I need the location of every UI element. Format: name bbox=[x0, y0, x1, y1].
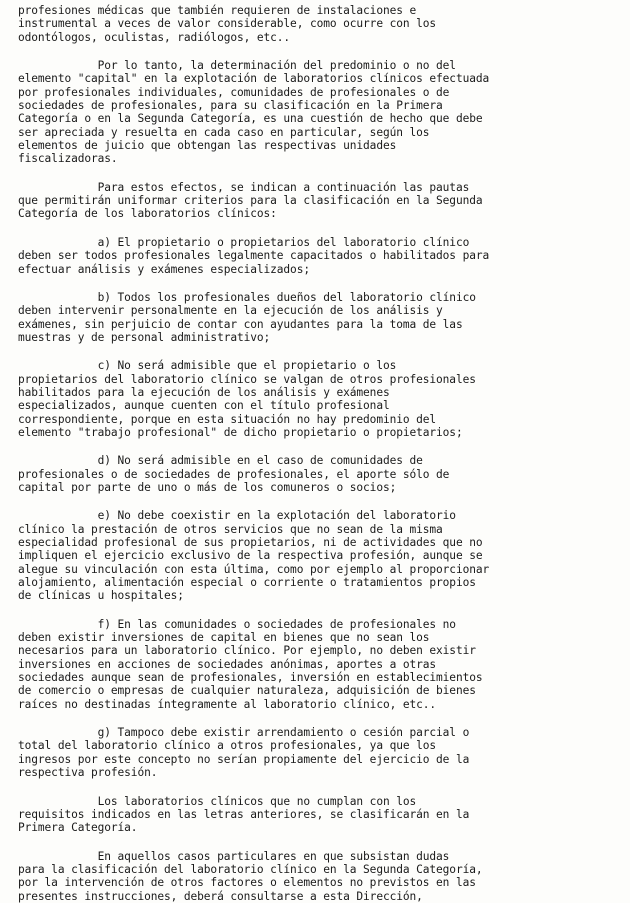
text-line: necesarios para un laboratorio clínico. Por ejemplo, no deben existir bbox=[18, 644, 476, 658]
text-line: fiscalizadoras. bbox=[18, 152, 118, 166]
text-line: elemento "trabajo profesional" de dicho propietario o propietarios; bbox=[18, 425, 463, 439]
paragraph-p6 bbox=[18, 454, 620, 494]
text-line: g) Tampoco debe existir arrendamiento o cesión parcial o bbox=[18, 726, 470, 740]
text-line: raíces no destinadas íntegramente al laboratorio clínico, etc.. bbox=[18, 697, 437, 711]
text-line: total del laboratorio clínico a otros profesionales, ya que los bbox=[18, 739, 437, 753]
text-line: Categoría o en la Segunda Categoría, es una cuestión de hecho que debe bbox=[18, 112, 483, 126]
text-line: que permitirán uniformar criterios para la clasificación en la Segunda bbox=[18, 194, 483, 208]
document-body bbox=[18, 4, 620, 903]
text-line: especializados, aunque cuenten con el título profesional bbox=[18, 399, 390, 413]
text-line: correspondiente, porque en esta situación no hay predominio del bbox=[18, 412, 437, 426]
paragraph-p9 bbox=[18, 726, 620, 779]
text-line: muestras y de personal administrativo; bbox=[18, 330, 271, 344]
text-line: c) No será admisible que el propietario o los bbox=[18, 359, 397, 373]
text-line: de clínicas u hospitales; bbox=[18, 589, 184, 603]
text-line: capital por parte de uno o más de los comuneros o socios; bbox=[18, 480, 397, 494]
paragraph-p7 bbox=[18, 509, 620, 602]
text-line: profesiones médicas que también requieren de instalaciones e bbox=[18, 4, 417, 17]
paragraph-p4 bbox=[18, 291, 620, 344]
text-line: odontólogos, oculistas, radiólogos, etc.. bbox=[18, 30, 291, 44]
paragraph-p0 bbox=[18, 4, 620, 44]
text-line: Categoría de los laboratorios clínicos: bbox=[18, 207, 277, 221]
text-line: por profesionales individuales, comunidades de profesionales o de bbox=[18, 85, 450, 99]
text-line: inversiones en acciones de sociedades anónimas, aportes a otras bbox=[18, 657, 437, 671]
text-line: sociedades de profesionales, para su clasificación en la Primera bbox=[18, 99, 443, 113]
paragraph-p11 bbox=[18, 850, 620, 903]
text-line: b) Todos los profesionales dueños del laboratorio clínico bbox=[18, 290, 476, 304]
text-line: Por lo tanto, la determinación del predominio o no del bbox=[18, 59, 456, 73]
paragraph-p3 bbox=[18, 236, 620, 276]
text-line: propietarios del laboratorio clínico se valgan de otros profesionales bbox=[18, 372, 476, 386]
text-line: ingresos por este concepto no serían propiamente del ejercicio de la bbox=[18, 752, 470, 766]
text-line: de comercio o empresas de cualquier naturaleza, adquisición de bienes bbox=[18, 684, 476, 698]
text-line: Primera Categoría. bbox=[18, 821, 138, 835]
text-line: profesionales o de sociedades de profesionales, el aporte sólo de bbox=[18, 467, 450, 481]
text-line: habilitados para la ejecución de los análisis y exámenes bbox=[18, 385, 390, 399]
text-line: efectuar análisis y exámenes especializados; bbox=[18, 262, 310, 276]
text-line: Para estos efectos, se indican a continuación las pautas bbox=[18, 180, 470, 194]
paragraph-p2 bbox=[18, 181, 620, 221]
text-line: alegue su vinculación con esta última, como por ejemplo al proporcionar bbox=[18, 562, 490, 576]
text-line: instrumental a veces de valor considerable, como ocurre con los bbox=[18, 17, 437, 31]
text-line: requisitos indicados en las letras anteriores, se clasificarán en la bbox=[18, 807, 470, 821]
text-line: deben intervenir personalmente en la ejecución de los análisis y bbox=[18, 304, 443, 318]
text-line: e) No debe coexistir en la explotación del laboratorio bbox=[18, 509, 456, 523]
paragraph-p8 bbox=[18, 618, 620, 711]
text-line: f) En las comunidades o sociedades de profesionales no bbox=[18, 617, 456, 631]
text-line: d) No será admisible en el caso de comunidades de bbox=[18, 454, 423, 468]
text-line: presentes instrucciones, deberá consultarse a esta Dirección, bbox=[18, 889, 423, 903]
text-line: sociedades aunque sean de profesionales, inversión en establecimientos bbox=[18, 671, 483, 685]
text-line: En aquellos casos particulares en que subsistan dudas bbox=[18, 849, 450, 863]
text-line: ser apreciada y resuelta en cada caso en particular, según los bbox=[18, 125, 430, 139]
paragraph-p1 bbox=[18, 59, 620, 166]
text-line: deben existir inversiones de capital en bienes que no sean los bbox=[18, 631, 430, 645]
text-line: respectiva profesión. bbox=[18, 766, 158, 780]
text-line: elemento "capital" en la explotación de laboratorios clínicos efectuada bbox=[18, 72, 490, 86]
text-line: Los laboratorios clínicos que no cumplan con los bbox=[18, 794, 417, 808]
paragraph-p5 bbox=[18, 359, 620, 439]
text-line: por la intervención de otros factores o elementos no previstos en las bbox=[18, 876, 476, 890]
text-line: clínico la prestación de otros servicios que no sean de la misma bbox=[18, 522, 443, 536]
text-line: especialidad profesional de sus propietarios, ni de actividades que no bbox=[18, 536, 483, 549]
text-line: deben ser todos profesionales legalmente capacitados o habilitados para bbox=[18, 249, 490, 263]
text-line: a) El propietario o propietarios del laboratorio clínico bbox=[18, 235, 470, 249]
text-line: impliquen el ejercicio exclusivo de la respectiva profesión, aunque se bbox=[18, 549, 483, 563]
text-line: exámenes, sin perjuicio de contar con ayudantes para la toma de las bbox=[18, 317, 463, 331]
paragraph-p10 bbox=[18, 795, 620, 835]
text-line: alojamiento, alimentación especial o corriente o tratamientos propios bbox=[18, 576, 476, 590]
text-line: para la clasificación del laboratorio clínico en la Segunda Categoría, bbox=[18, 862, 483, 876]
text-line: elementos de juicio que obtengan las respectivas unidades bbox=[18, 139, 397, 153]
